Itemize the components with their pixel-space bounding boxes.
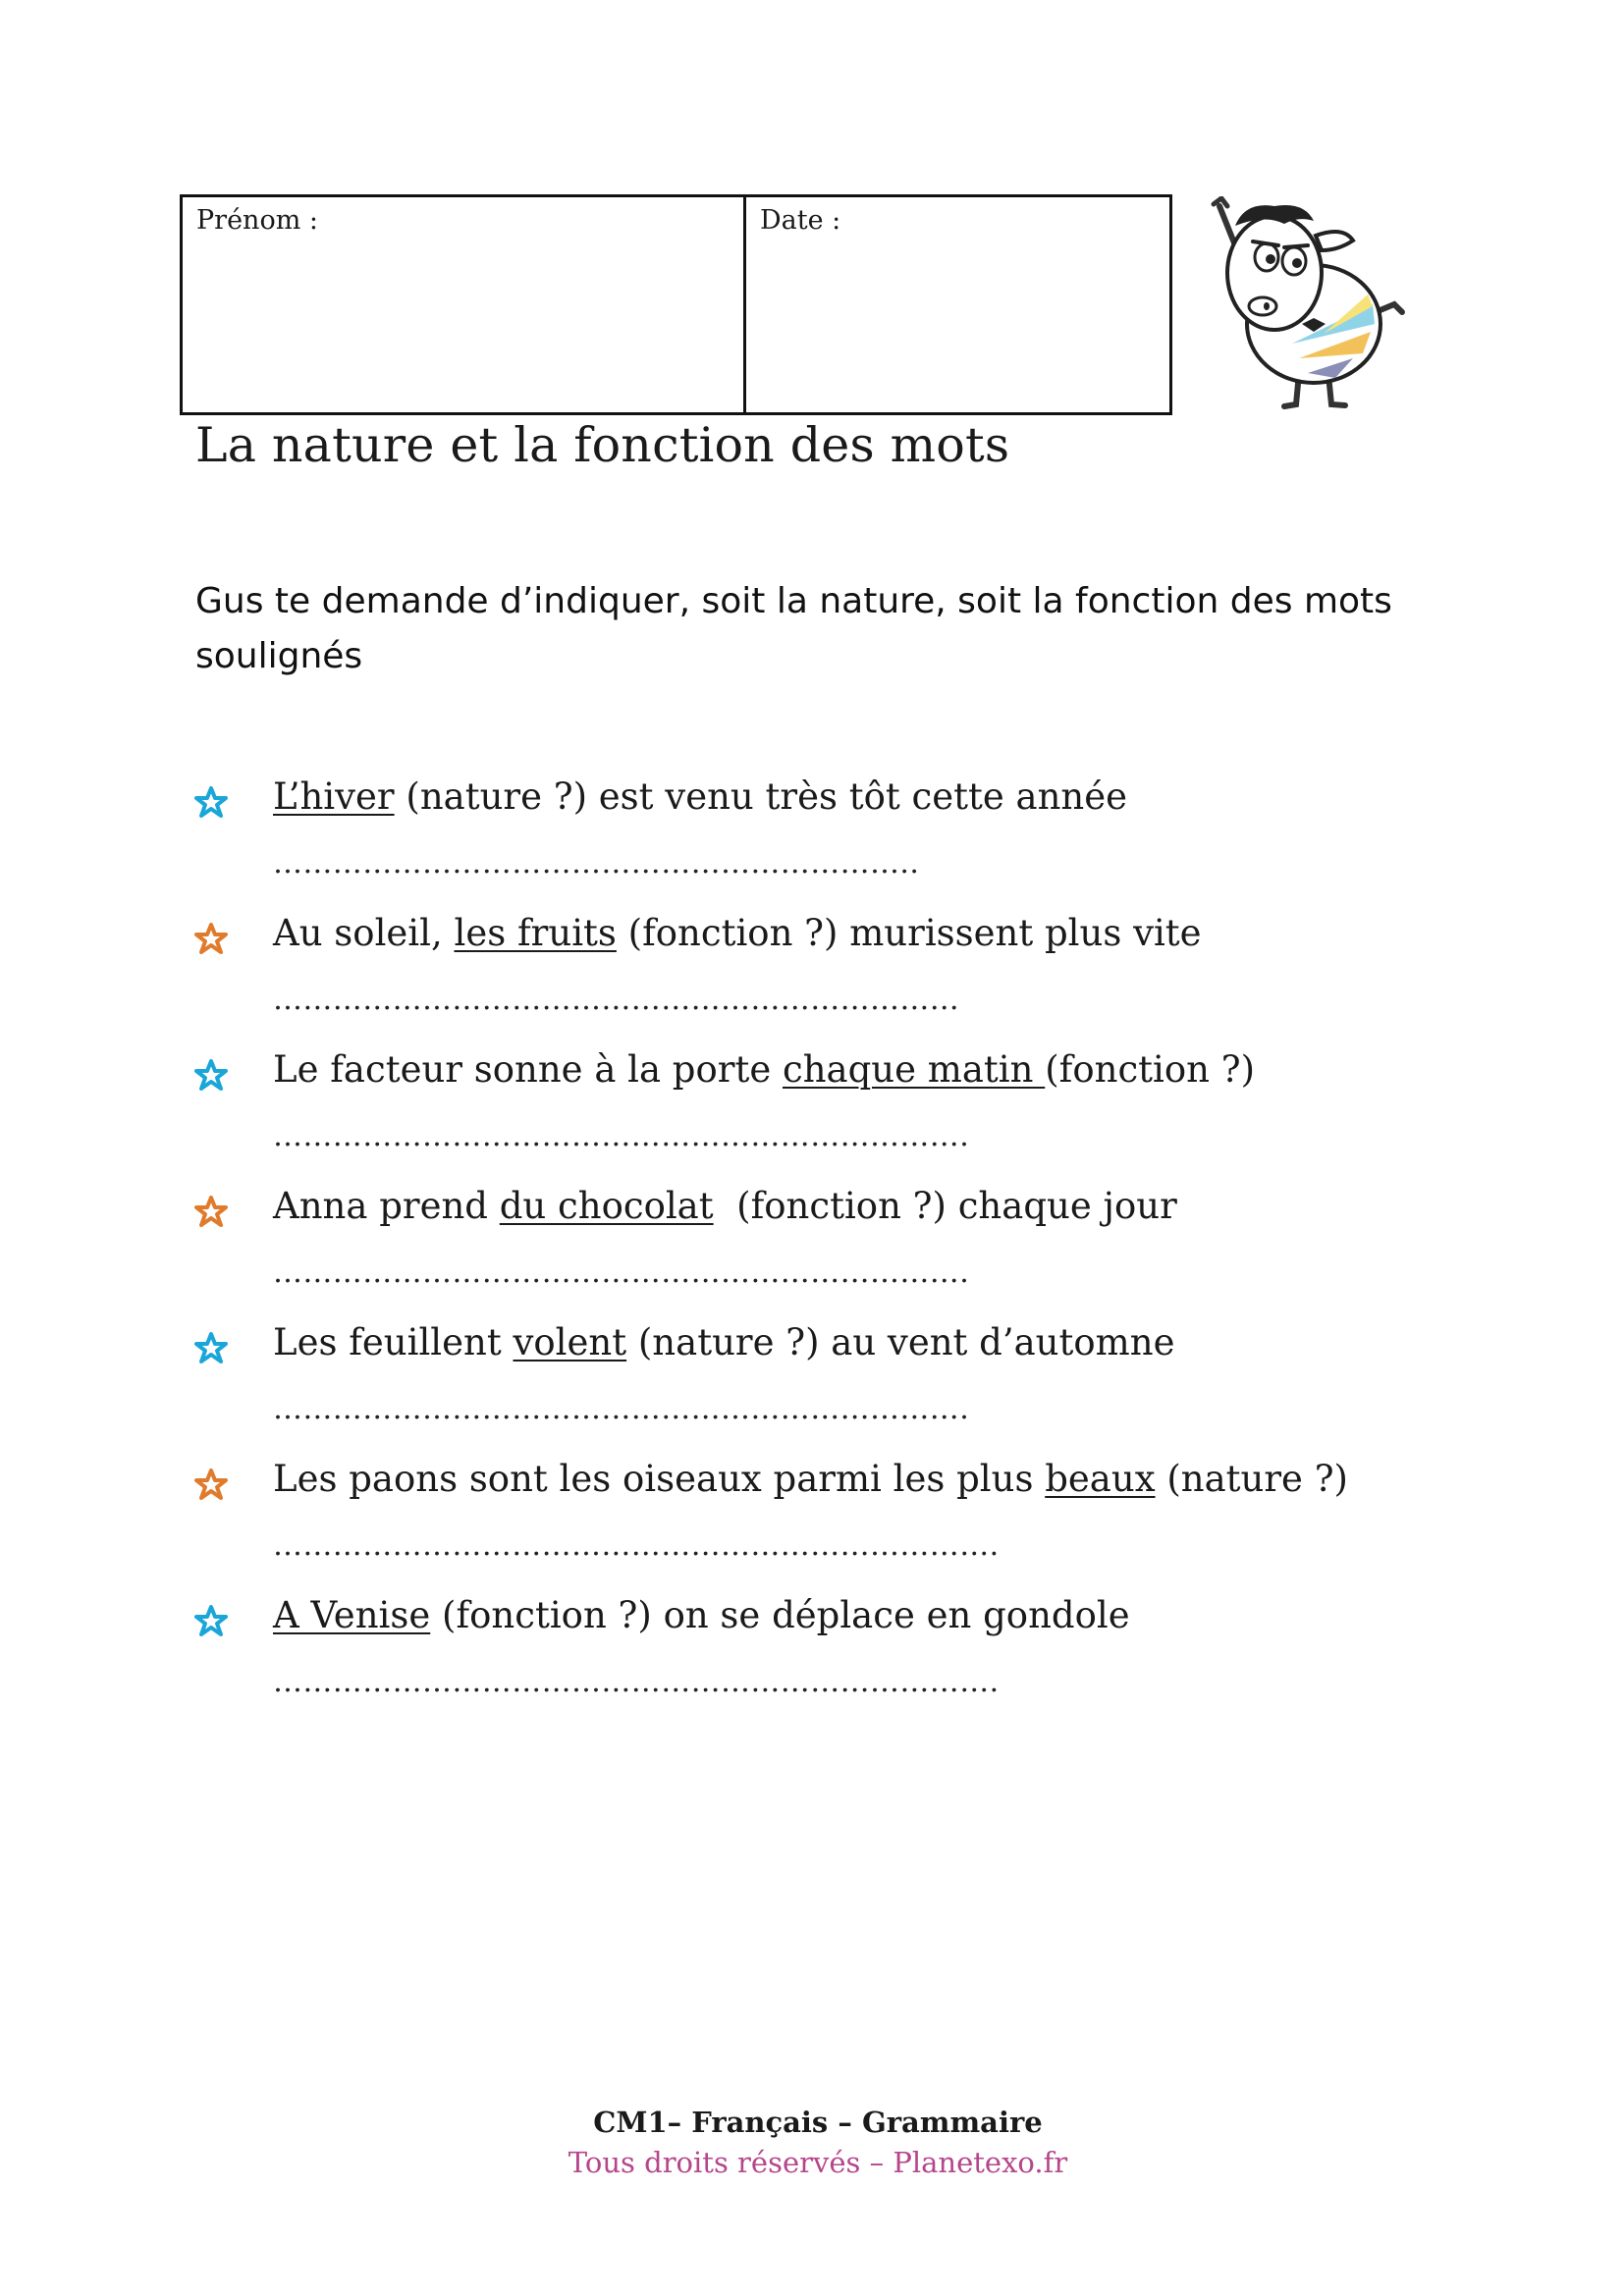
sentence-after: (fonction ?)	[1045, 1048, 1256, 1091]
answer-line[interactable]: …………………………………………………………….	[273, 1392, 970, 1426]
star-icon	[193, 1195, 229, 1230]
answer-line[interactable]: ……………………………………………………………	[273, 983, 960, 1017]
exercise-sentence	[273, 912, 1202, 954]
sentence-after: (nature ?) est venu très tôt cette année	[394, 775, 1128, 818]
exercise-sentence	[273, 1048, 1255, 1091]
answer-line[interactable]: ………………………………………………………..	[273, 846, 920, 881]
sentence-after: (fonction ?) murissent plus vite	[616, 912, 1202, 954]
answer-line[interactable]: …………………………………………………………….	[273, 1255, 970, 1290]
sentence-before: Le facteur sonne à la porte	[273, 1048, 783, 1091]
answer-line[interactable]: ……………………………………………………………….	[273, 1528, 1000, 1563]
sentence-before: Anna prend	[273, 1185, 500, 1227]
underlined-word: les fruits	[454, 912, 617, 954]
date-label: Date :	[760, 205, 841, 236]
exercise-sentence	[273, 1458, 1348, 1500]
star-icon	[193, 1058, 229, 1094]
sentence-before: Au soleil,	[273, 912, 455, 954]
underlined-word: chaque matin	[782, 1048, 1046, 1091]
sentence-after: (fonction ?) on se déplace en gondole	[430, 1594, 1130, 1636]
underlined-word: volent	[513, 1321, 627, 1363]
underlined-word: A Venise	[273, 1594, 431, 1636]
underlined-word: beaux	[1045, 1458, 1156, 1500]
underlined-word: du chocolat	[499, 1185, 714, 1227]
sentence-before: Les paons sont les oiseaux parmi les plus	[273, 1458, 1046, 1500]
sentence-after: (nature ?)	[1155, 1458, 1348, 1500]
exercise-sentence	[273, 775, 1127, 818]
exercise-sentence	[273, 1321, 1174, 1363]
underlined-word: L’hiver	[273, 775, 395, 818]
prenom-label: Prénom :	[196, 205, 318, 236]
instruction-text: Gus te demande d’indiquer, soit la nature, soit la fonction des mots soulignés	[195, 581, 1392, 676]
exercise-sentence	[273, 1185, 1177, 1227]
page-title: La nature et la fonction des mots	[195, 417, 1010, 473]
star-icon	[193, 785, 229, 821]
footer-copyright: Tous droits réservés – Planetexo.fr	[568, 2146, 1068, 2179]
sentence-after: (nature ?) au vent d’automne	[626, 1321, 1175, 1363]
answer-line[interactable]: ……………………………………………………………….	[273, 1665, 1000, 1699]
sentence-before: Les feuillent	[273, 1321, 514, 1363]
star-icon	[193, 1468, 229, 1503]
star-icon	[193, 922, 229, 957]
answer-line[interactable]: …………………………………………………………….	[273, 1119, 970, 1153]
star-icon	[193, 1331, 229, 1366]
sentence-after: (fonction ?) chaque jour	[713, 1185, 1177, 1227]
exercise-sentence	[273, 1594, 1130, 1636]
footer-course: CM1– Français – Grammaire	[593, 2106, 1043, 2139]
star-icon	[193, 1604, 229, 1639]
